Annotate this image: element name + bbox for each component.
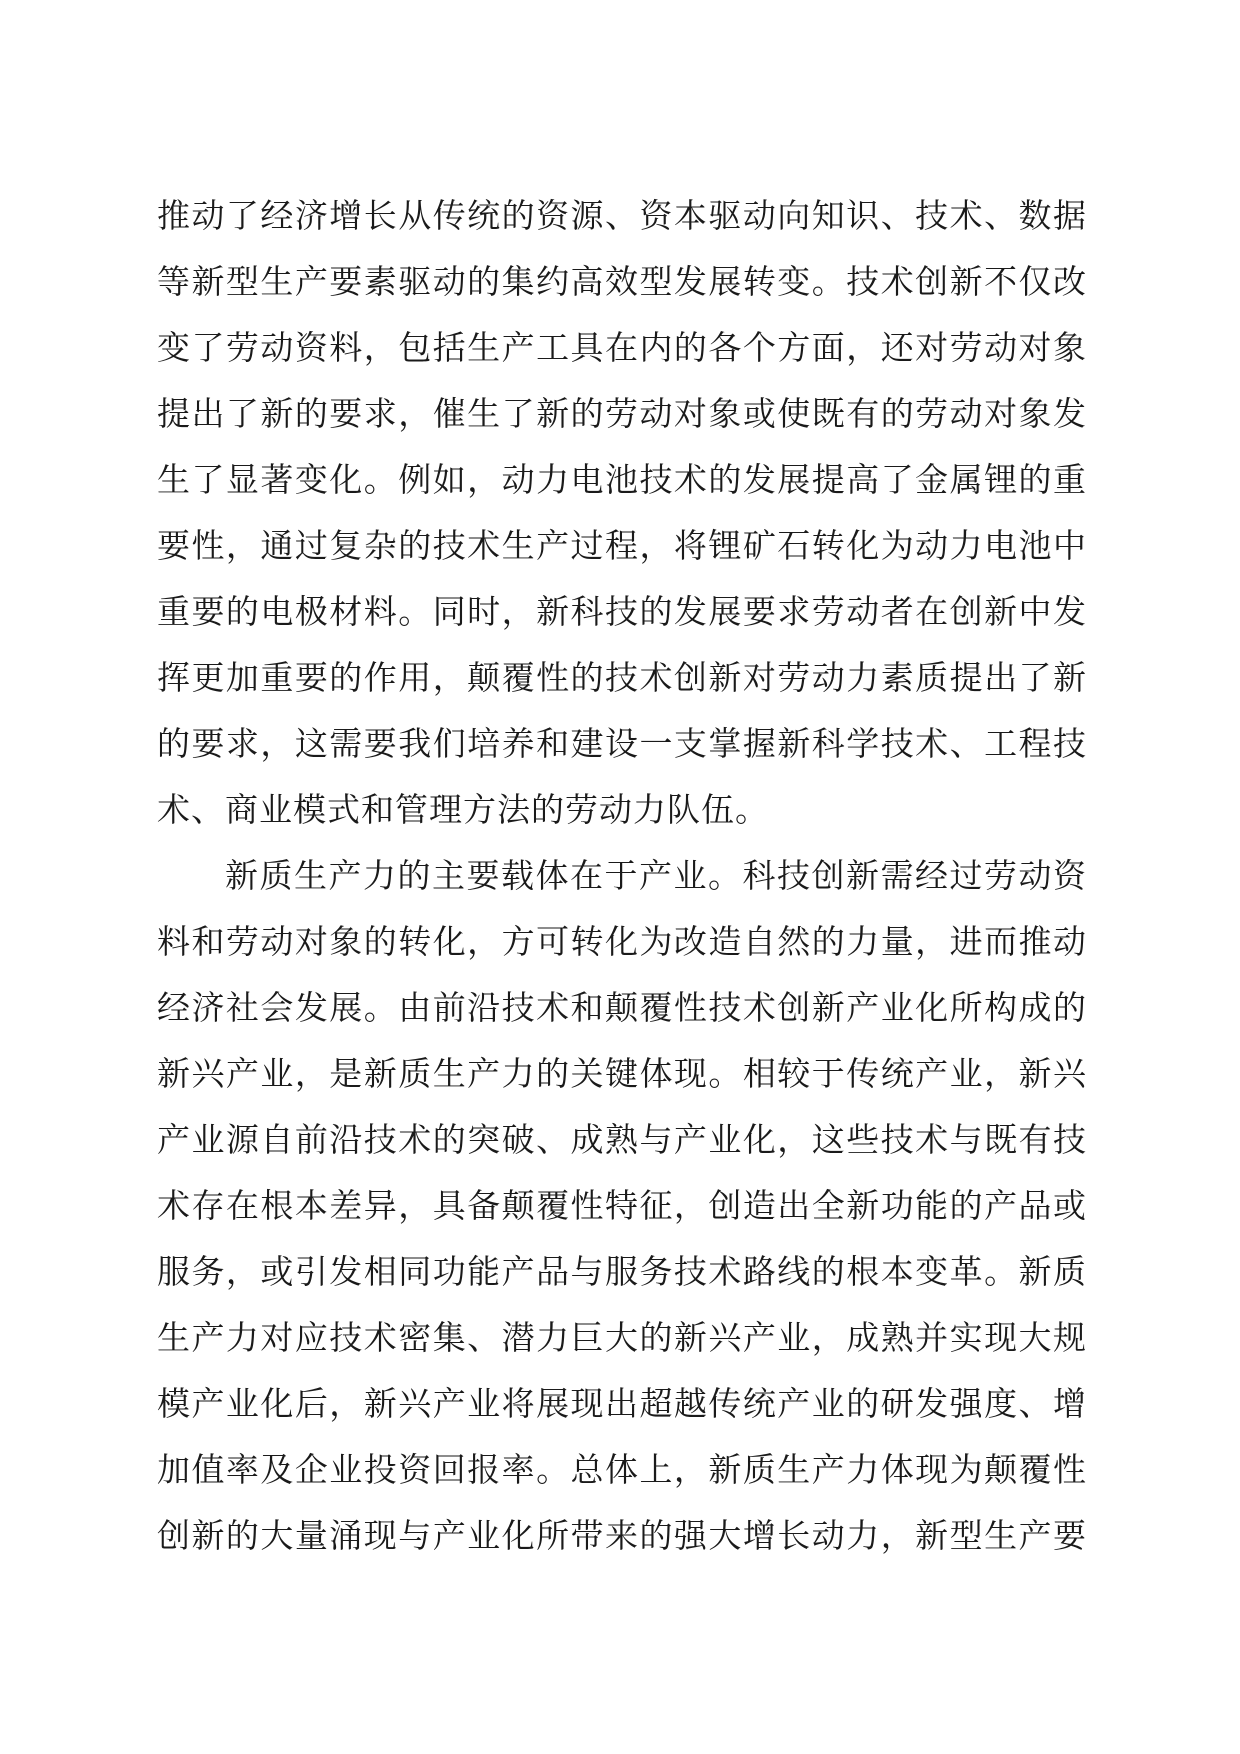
paragraph-2-line-2: 料和劳动对象的转化，方可转化为改造自然的力量，进而推动 [157,922,1087,961]
paragraph-2-line-9: 模产业化后，新兴产业将展现出超越传统产业的研发强度、增 [157,1384,1087,1423]
paragraph-2-line-5: 产业源自前沿技术的突破、成熟与产业化，这些技术与既有技 [157,1120,1087,1159]
paragraph-2-line-8: 生产力对应技术密集、潜力巨大的新兴产业，成熟并实现大规 [157,1318,1087,1357]
paragraph-1-line-10: 术、商业模式和管理方法的劳动力队伍。 [157,790,769,829]
paragraph-1-line-4: 提出了新的要求，催生了新的劳动对象或使既有的劳动对象发 [157,394,1087,433]
paragraph-1-line-3: 变了劳动资料，包括生产工具在内的各个方面，还对劳动对象 [157,328,1087,367]
paragraph-2-line-3: 经济社会发展。由前沿技术和颠覆性技术创新产业化所构成的 [157,988,1087,1027]
paragraph-2-line-6: 术存在根本差异，具备颠覆性特征，创造出全新功能的产品或 [157,1186,1087,1225]
body-text [157,183,1087,1569]
paragraph-1-line-5: 生了显著变化。例如，动力电池技术的发展提高了金属锂的重 [157,460,1087,499]
paragraph-1-line-2: 等新型生产要素驱动的集约高效型发展转变。技术创新不仅改 [157,262,1087,301]
paragraph-2-line-4: 新兴产业，是新质生产力的关键体现。相较于传统产业，新兴 [157,1054,1087,1093]
paragraph-1-line-6: 要性，通过复杂的技术生产过程，将锂矿石转化为动力电池中 [157,526,1087,565]
paragraph-2-line-10: 加值率及企业投资回报率。总体上，新质生产力体现为颠覆性 [157,1450,1087,1489]
paragraph-2-line-1: 新质生产力的主要载体在于产业。科技创新需经过劳动资 [225,856,1087,895]
paragraph-1-line-9: 的要求，这需要我们培养和建设一支掌握新科学技术、工程技 [157,724,1087,763]
paragraph-1-line-1: 推动了经济增长从传统的资源、资本驱动向知识、技术、数据 [157,196,1087,235]
paragraph-2-line-11: 创新的大量涌现与产业化所带来的强大增长动力，新型生产要 [157,1516,1087,1555]
paragraph-1-line-7: 重要的电极材料。同时，新科技的发展要求劳动者在创新中发 [157,592,1087,631]
paragraph-2-line-7: 服务，或引发相同功能产品与服务技术路线的根本变革。新质 [157,1252,1087,1291]
paragraph-1-line-8: 挥更加重要的作用，颠覆性的技术创新对劳动力素质提出了新 [157,658,1087,697]
